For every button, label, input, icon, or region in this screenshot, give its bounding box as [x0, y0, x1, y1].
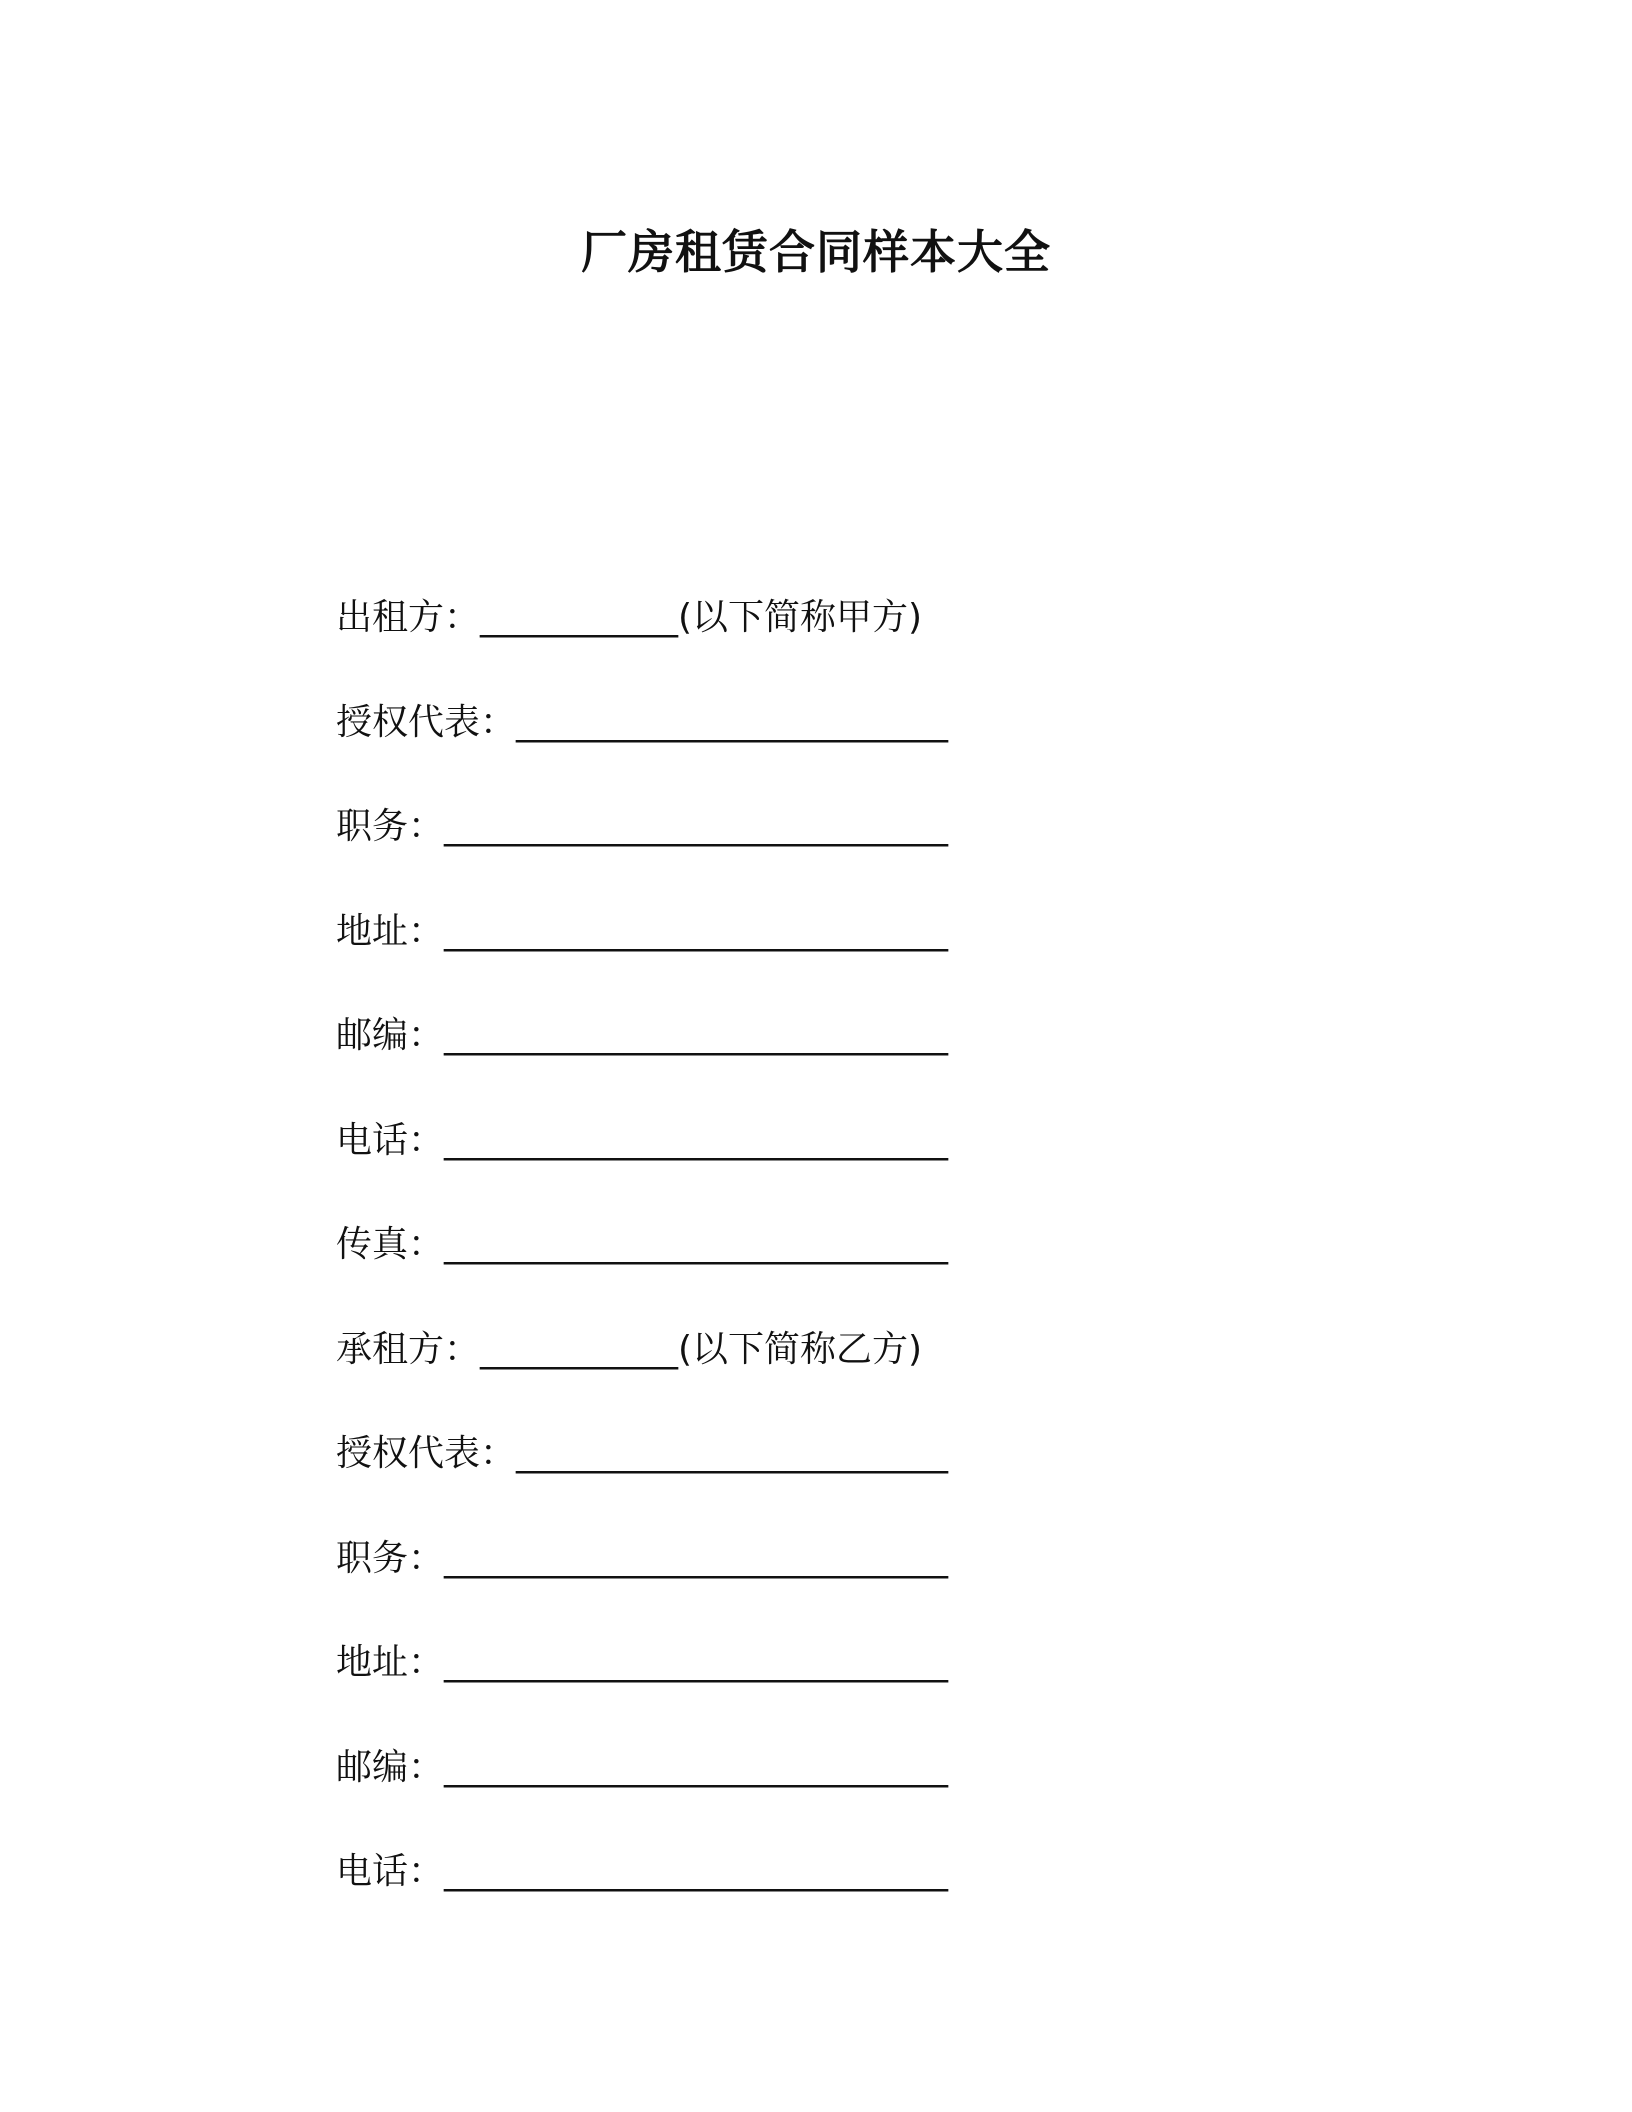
lessor-line: 出租方：___________(以下简称甲方) — [336, 597, 923, 638]
lessee-line: 承租方：___________(以下简称乙方) — [336, 1328, 923, 1370]
lessee-address-line: 地址：____________________________ — [336, 1642, 949, 1683]
lessor-address-line: 地址：____________________________ — [336, 910, 949, 952]
lessee-position-line: 职务：____________________________ — [336, 1537, 949, 1579]
lessor-representative-line: 授权代表：________________________ — [336, 701, 949, 743]
party-info-list — [336, 592, 1336, 1898]
lessee-representative-line: 授权代表：________________________ — [336, 1433, 949, 1474]
lessee-phone-line: 电话：____________________________ — [336, 1851, 949, 1892]
lessor-fax-line: 传真：____________________________ — [336, 1224, 949, 1265]
lessor-phone-line: 电话：____________________________ — [336, 1119, 949, 1161]
document-title: 厂房租赁合同样本大全 — [581, 225, 1051, 279]
lessee-postcode-line: 邮编：____________________________ — [336, 1746, 949, 1788]
lessor-postcode-line: 邮编：____________________________ — [336, 1015, 949, 1056]
lessor-position-line: 职务：____________________________ — [336, 806, 949, 847]
